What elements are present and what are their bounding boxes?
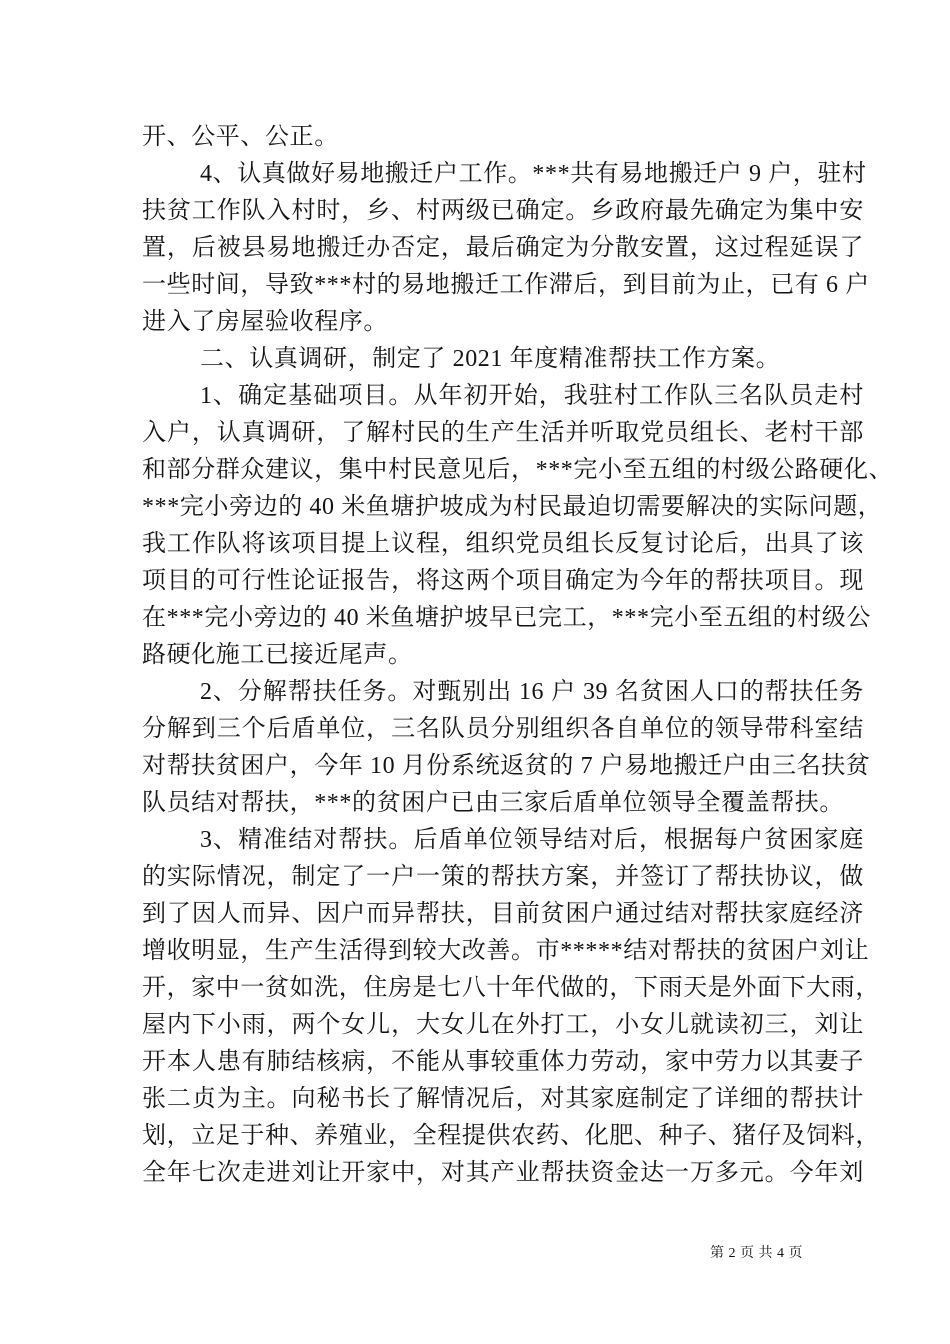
- text-line: 的实际情况，制定了一户一策的帮扶方案，并签订了帮扶协议，做: [142, 864, 864, 890]
- text-line: 路硬化施工已接近尾声。: [142, 642, 413, 668]
- text-line: 开，家中一贫如洗，住房是七八十年代做的，下雨天是外面下大雨，: [142, 975, 880, 1001]
- text-line: 开本人患有肺结核病，不能从事较重体力劳动，家中劳力以其妻子: [142, 1049, 864, 1075]
- text-line: 二、认真调研，制定了 2021 年度精准帮扶工作方案。: [200, 346, 781, 372]
- text-line: 入户，认真调研，了解村民的生产生活并听取党员组长、老村干部: [142, 420, 864, 446]
- text-line: 对帮扶贫困户，今年 10 月份系统返贫的 7 户易地搬迁户由三名扶贫: [142, 753, 871, 779]
- text-line: 张二贞为主。向秘书长了解情况后，对其家庭制定了详细的帮扶计: [142, 1086, 864, 1112]
- text-line: 到了因人而异、因户而异帮扶，目前贫困户通过结对帮扶家庭经济: [142, 901, 864, 927]
- text-line: 增收明显，生产生活得到较大改善。市*****结对帮扶的贫困户刘让: [142, 938, 870, 964]
- text-line: 进入了房屋验收程序。: [142, 309, 388, 335]
- text-line: 全年七次走进刘让开家中，对其产业帮扶资金达一万多元。今年刘: [142, 1160, 864, 1186]
- text-line: 置，后被县易地搬迁办否定，最后确定为分散安置，这过程延误了: [142, 235, 864, 261]
- text-line: 我工作队将该项目提上议程，组织党员组长反复讨论后，出具了该: [142, 531, 864, 557]
- text-line: 分解到三个后盾单位，三名队员分别组织各自单位的领导带科室结: [142, 716, 864, 742]
- text-line: 4、认真做好易地搬迁户工作。***共有易地搬迁户 9 户，驻村: [200, 161, 867, 187]
- text-line: 屋内下小雨，两个女儿，大女儿在外打工，小女儿就读初三，刘让: [142, 1012, 864, 1038]
- text-line: 扶贫工作队入村时，乡、村两级已确定。乡政府最先确定为集中安: [142, 198, 864, 224]
- text-line: 队员结对帮扶，***的贫困户已由三家后盾单位领导全覆盖帮扶。: [142, 790, 844, 816]
- text-line: 和部分群众建议，集中村民意见后，***完小至五组的村级公路硬化、: [142, 457, 894, 483]
- document-body: [142, 119, 894, 1192]
- text-line: ***完小旁边的 40 米鱼塘护坡成为村民最迫切需要解决的实际问题，: [142, 494, 883, 520]
- text-line: 一些时间，导致***村的易地搬迁工作滞后，到目前为止，已有 6 户: [142, 272, 870, 298]
- text-line: 2、分解帮扶任务。对甄别出 16 户 39 名贫困人口的帮扶任务: [200, 679, 864, 705]
- text-line: 开、公平、公正。: [142, 124, 339, 150]
- text-line: 项目的可行性论证报告，将这两个项目确定为今年的帮扶项目。现: [142, 568, 864, 594]
- text-line: 3、精准结对帮扶。后盾单位领导结对后，根据每户贫困家庭: [200, 827, 864, 853]
- text-line: 在***完小旁边的 40 米鱼塘护坡早已完工，***完小至五组的村级公: [142, 605, 871, 631]
- text-line: 划，立足于种、养殖业，全程提供农药、化肥、种子、猪仔及饲料，: [142, 1123, 880, 1149]
- page-number-footer: 第 2 页 共 4 页: [710, 1246, 803, 1261]
- text-line: 1、确定基础项目。从年初开始，我驻村工作队三名队员走村: [200, 383, 864, 409]
